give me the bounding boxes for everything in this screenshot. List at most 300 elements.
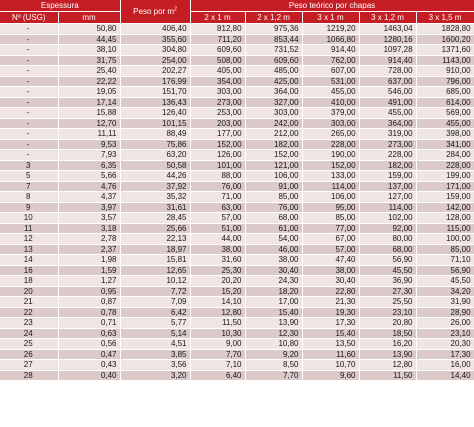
cell-usg: - [0,45,58,56]
cell-w-2x1-2: 242,00 [245,118,302,129]
cell-mm: 7,93 [58,150,120,161]
cell-usg: 13 [0,244,58,255]
cell-mm: 1,98 [58,255,120,266]
cell-peso-m2: 151,70 [120,87,190,98]
cell-usg: - [0,97,58,108]
cell-w-2x1-2: 54,00 [245,234,302,245]
cell-w-3x1: 22,80 [302,286,359,297]
cell-usg: - [0,150,58,161]
cell-peso-m2: 31,61 [120,202,190,213]
cell-w-2x1: 31,60 [190,255,245,266]
cell-w-2x1: 126,00 [190,150,245,161]
cell-peso-m2: 6,42 [120,307,190,318]
cell-peso-m2: 28,45 [120,213,190,224]
theoretical-weight-header: Peso teórico por chapas [190,0,474,12]
cell-w-3x1-2: 25,50 [359,297,416,308]
cell-usg: - [0,108,58,119]
table-row [0,139,474,150]
cell-w-3x1-2: 455,00 [359,108,416,119]
cell-usg: 25 [0,339,58,350]
cell-peso-m2: 75,86 [120,139,190,150]
cell-w-3x1: 762,00 [302,55,359,66]
cell-w-3x1-5: 17,30 [416,349,474,360]
cell-peso-m2: 3,56 [120,360,190,371]
cell-peso-m2: 37,92 [120,181,190,192]
cell-w-2x1-2: 609,60 [245,55,302,66]
cell-w-2x1: 57,00 [190,213,245,224]
cell-w-2x1: 12,80 [190,307,245,318]
cell-mm: 17,14 [58,97,120,108]
cell-peso-m2: 88,49 [120,129,190,140]
cell-w-3x1-5: 341,00 [416,139,474,150]
cell-usg: 22 [0,307,58,318]
cell-mm: 44,45 [58,34,120,45]
cell-w-2x1: 71,00 [190,192,245,203]
cell-w-3x1-2: 1097,28 [359,45,416,56]
cell-usg: 20 [0,286,58,297]
cell-w-3x1: 133,00 [302,171,359,182]
cell-w-3x1: 303,00 [302,118,359,129]
cell-w-3x1-2: 364,00 [359,118,416,129]
cell-w-3x1: 607,00 [302,66,359,77]
cell-peso-m2: 304,80 [120,45,190,56]
cell-w-3x1-2: 228,00 [359,150,416,161]
cell-mm: 1,59 [58,265,120,276]
cell-mm: 1,27 [58,276,120,287]
cell-w-3x1-2: 273,00 [359,139,416,150]
cell-w-3x1-5: 159,00 [416,192,474,203]
cell-w-2x1-2: 425,00 [245,76,302,87]
cell-peso-m2: 5,14 [120,328,190,339]
cell-usg: - [0,129,58,140]
cell-w-2x1: 88,00 [190,171,245,182]
cell-w-2x1: 6,40 [190,370,245,381]
table-row [0,108,474,119]
cell-w-2x1-2: 212,00 [245,129,302,140]
cell-mm: 5,66 [58,171,120,182]
cell-w-3x1-5: 71,10 [416,255,474,266]
cell-w-3x1: 531,00 [302,76,359,87]
size-header-2x1: 2 x 1 m [190,12,245,24]
cell-w-2x1-2: 121,00 [245,160,302,171]
cell-peso-m2: 18,97 [120,244,190,255]
cell-w-3x1-5: 28,90 [416,307,474,318]
cell-usg: 12 [0,234,58,245]
cell-w-2x1-2: 15,40 [245,307,302,318]
table-row [0,370,474,381]
cell-w-3x1-2: 637,00 [359,76,416,87]
cell-mm: 0,87 [58,297,120,308]
table-row [0,223,474,234]
cell-peso-m2: 25,66 [120,223,190,234]
table-row [0,307,474,318]
cell-w-2x1: 152,00 [190,139,245,150]
cell-w-2x1-2: 327,00 [245,97,302,108]
cell-peso-m2: 4,51 [120,339,190,350]
cell-peso-m2: 406,40 [120,24,190,35]
cell-w-3x1: 10,70 [302,360,359,371]
table-row [0,181,474,192]
cell-w-3x1-5: 115,00 [416,223,474,234]
cell-w-2x1: 38,00 [190,244,245,255]
cell-w-3x1: 67,00 [302,234,359,245]
cell-mm: 3,57 [58,213,120,224]
cell-w-2x1-2: 303,00 [245,108,302,119]
table-row [0,66,474,77]
cell-w-2x1: 51,00 [190,223,245,234]
cell-w-2x1-2: 17,00 [245,297,302,308]
cell-usg: - [0,139,58,150]
cell-mm: 0,63 [58,328,120,339]
cell-w-3x1: 17,30 [302,318,359,329]
cell-w-3x1: 19,30 [302,307,359,318]
cell-mm: 25,40 [58,66,120,77]
cell-w-3x1-2: 914,40 [359,55,416,66]
cell-mm: 0,71 [58,318,120,329]
cell-w-3x1-2: 12,80 [359,360,416,371]
cell-w-3x1: 410,00 [302,97,359,108]
cell-w-3x1-5: 34,20 [416,286,474,297]
cell-w-3x1: 11,60 [302,349,359,360]
cell-w-3x1-2: 20,80 [359,318,416,329]
thickness-header: Espessura [0,0,120,12]
cell-w-3x1: 30,40 [302,276,359,287]
cell-w-3x1-5: 284,00 [416,150,474,161]
cell-w-2x1-2: 24,30 [245,276,302,287]
table-row [0,150,474,161]
cell-peso-m2: 254,00 [120,55,190,66]
cell-peso-m2: 44,26 [120,171,190,182]
cell-w-2x1: 303,00 [190,87,245,98]
cell-w-3x1: 47,40 [302,255,359,266]
cell-usg: - [0,55,58,66]
cell-w-3x1: 77,00 [302,223,359,234]
cell-w-2x1-2: 975,36 [245,24,302,35]
weight-per-m2-header [120,0,190,24]
cell-w-2x1: 177,00 [190,129,245,140]
table-row [0,318,474,329]
cell-usg: 24 [0,328,58,339]
cell-w-3x1-5: 23,10 [416,328,474,339]
cell-usg: 21 [0,297,58,308]
cell-w-2x1-2: 61,00 [245,223,302,234]
cell-w-3x1-2: 159,00 [359,171,416,182]
cell-mm: 22,22 [58,76,120,87]
cell-peso-m2: 15,81 [120,255,190,266]
cell-peso-m2: 355,60 [120,34,190,45]
cell-w-3x1-2: 491,00 [359,97,416,108]
size-header-2x1-2: 2 x 1,2 m [245,12,302,24]
cell-usg: 28 [0,370,58,381]
cell-w-3x1-5: 614,00 [416,97,474,108]
cell-w-3x1-5: 45,50 [416,276,474,287]
cell-w-3x1-2: 56,90 [359,255,416,266]
cell-usg: 23 [0,318,58,329]
cell-w-3x1-2: 102,00 [359,213,416,224]
size-header-3x1-2: 3 x 1,2 m [359,12,416,24]
cell-w-3x1-2: 546,00 [359,87,416,98]
size-header-3x1-5: 3 x 1,5 m [416,12,474,24]
table-row [0,286,474,297]
table-row [0,97,474,108]
table-row [0,171,474,182]
cell-mm: 2,78 [58,234,120,245]
table-row [0,24,474,35]
cell-w-3x1-5: 1828,80 [416,24,474,35]
cell-w-2x1-2: 182,00 [245,139,302,150]
cell-mm: 11,11 [58,129,120,140]
cell-usg: 8 [0,192,58,203]
cell-w-2x1-2: 18,20 [245,286,302,297]
cell-mm: 6,35 [58,160,120,171]
cell-peso-m2: 3,85 [120,349,190,360]
cell-w-3x1: 455,00 [302,87,359,98]
cell-w-3x1-5: 1600,20 [416,34,474,45]
table-row [0,234,474,245]
cell-mm: 3,18 [58,223,120,234]
cell-w-2x1-2: 91,00 [245,181,302,192]
cell-w-3x1: 152,00 [302,160,359,171]
cell-usg: - [0,87,58,98]
cell-w-2x1-2: 12,30 [245,328,302,339]
cell-usg: 3 [0,160,58,171]
table-row [0,118,474,129]
cell-usg: - [0,24,58,35]
cell-w-2x1-2: 30,40 [245,265,302,276]
cell-usg: - [0,76,58,87]
cell-w-3x1: 228,00 [302,139,359,150]
usg-gauge-header: Nº (USG) [0,12,58,24]
cell-w-2x1: 273,00 [190,97,245,108]
cell-usg: 10 [0,213,58,224]
cell-peso-m2: 63,20 [120,150,190,161]
cell-w-2x1: 101,00 [190,160,245,171]
table-row [0,213,474,224]
cell-usg: 18 [0,276,58,287]
size-header-3x1: 3 x 1 m [302,12,359,24]
cell-w-2x1: 253,00 [190,108,245,119]
cell-mm: 12,70 [58,118,120,129]
table-row [0,276,474,287]
table-row [0,192,474,203]
cell-peso-m2: 126,40 [120,108,190,119]
cell-w-3x1: 114,00 [302,181,359,192]
cell-w-3x1-2: 27,30 [359,286,416,297]
cell-w-3x1-2: 36,90 [359,276,416,287]
table-row [0,34,474,45]
cell-peso-m2: 10,12 [120,276,190,287]
cell-usg: - [0,118,58,129]
cell-w-3x1-5: 128,00 [416,213,474,224]
cell-w-2x1-2: 485,00 [245,66,302,77]
cell-w-2x1-2: 13,90 [245,318,302,329]
cell-w-3x1-2: 11,50 [359,370,416,381]
cell-peso-m2: 7,72 [120,286,190,297]
cell-mm: 0,78 [58,307,120,318]
cell-w-3x1-5: 1371,60 [416,45,474,56]
cell-w-3x1-5: 100,00 [416,234,474,245]
cell-w-3x1: 9,60 [302,370,359,381]
cell-peso-m2: 7,09 [120,297,190,308]
cell-peso-m2: 50,58 [120,160,190,171]
weight-per-m2-label: Peso por m [133,6,175,16]
cell-usg: 14 [0,255,58,266]
cell-w-3x1-5: 56,90 [416,265,474,276]
table-row [0,129,474,140]
cell-w-3x1-5: 685,00 [416,87,474,98]
cell-peso-m2: 176,99 [120,76,190,87]
cell-w-2x1: 10,30 [190,328,245,339]
cell-w-3x1-2: 127,00 [359,192,416,203]
cell-w-2x1-2: 731,52 [245,45,302,56]
cell-w-3x1-2: 1280,16 [359,34,416,45]
cell-w-3x1-2: 137,00 [359,181,416,192]
cell-w-3x1-5: 398,00 [416,129,474,140]
cell-w-3x1-5: 910,00 [416,66,474,77]
cell-w-3x1-2: 92,00 [359,223,416,234]
cell-peso-m2: 136,43 [120,97,190,108]
cell-mm: 3,97 [58,202,120,213]
cell-w-3x1-2: 13,90 [359,349,416,360]
cell-usg: 7 [0,181,58,192]
cell-w-3x1-5: 199,00 [416,171,474,182]
cell-w-2x1: 14,10 [190,297,245,308]
cell-w-3x1-2: 319,00 [359,129,416,140]
table-row [0,339,474,350]
table-row [0,87,474,98]
cell-w-3x1-5: 228,00 [416,160,474,171]
cell-w-2x1-2: 76,00 [245,202,302,213]
cell-w-2x1: 508,00 [190,55,245,66]
cell-w-3x1: 85,00 [302,213,359,224]
cell-mm: 31,75 [58,55,120,66]
cell-w-3x1-2: 1463,04 [359,24,416,35]
cell-w-3x1-5: 142,00 [416,202,474,213]
table-row [0,160,474,171]
cell-w-2x1-2: 68,00 [245,213,302,224]
cell-w-2x1-2: 152,00 [245,150,302,161]
table-row [0,55,474,66]
weight-per-m2-superscript: 2 [174,5,177,12]
cell-mm: 38,10 [58,45,120,56]
cell-w-3x1: 15,40 [302,328,359,339]
cell-peso-m2: 22,13 [120,234,190,245]
cell-w-2x1-2: 85,00 [245,192,302,203]
cell-w-2x1: 203,00 [190,118,245,129]
cell-peso-m2: 101,15 [120,118,190,129]
table-row [0,76,474,87]
cell-usg: - [0,34,58,45]
cell-usg: 5 [0,171,58,182]
table-row [0,45,474,56]
table-row [0,265,474,276]
cell-usg: - [0,66,58,77]
cell-w-2x1: 44,00 [190,234,245,245]
cell-w-2x1-2: 10,80 [245,339,302,350]
cell-w-3x1: 13,50 [302,339,359,350]
cell-w-2x1: 405,00 [190,66,245,77]
cell-w-2x1: 609,60 [190,45,245,56]
cell-w-3x1: 190,00 [302,150,359,161]
cell-w-2x1: 9,00 [190,339,245,350]
cell-w-2x1: 63,00 [190,202,245,213]
cell-w-2x1-2: 853,44 [245,34,302,45]
cell-w-3x1-2: 23,10 [359,307,416,318]
cell-usg: 16 [0,265,58,276]
cell-w-3x1-5: 85,00 [416,244,474,255]
cell-mm: 4,76 [58,181,120,192]
cell-mm: 9,53 [58,139,120,150]
cell-w-2x1-2: 364,00 [245,87,302,98]
cell-w-3x1: 57,00 [302,244,359,255]
cell-w-2x1: 20,20 [190,276,245,287]
cell-w-3x1-5: 1143,00 [416,55,474,66]
cell-w-3x1-2: 728,00 [359,66,416,77]
cell-w-3x1: 21,30 [302,297,359,308]
cell-w-3x1-5: 569,00 [416,108,474,119]
cell-w-3x1: 1219,20 [302,24,359,35]
cell-w-3x1: 1066,80 [302,34,359,45]
table-row [0,349,474,360]
cell-usg: 9 [0,202,58,213]
table-row [0,255,474,266]
cell-w-3x1-2: 182,00 [359,160,416,171]
cell-w-2x1: 7,70 [190,349,245,360]
cell-mm: 4,37 [58,192,120,203]
cell-w-3x1-5: 796,00 [416,76,474,87]
cell-w-2x1-2: 7,70 [245,370,302,381]
cell-w-2x1: 76,00 [190,181,245,192]
cell-w-3x1: 379,00 [302,108,359,119]
cell-peso-m2: 5,77 [120,318,190,329]
cell-mm: 19,05 [58,87,120,98]
cell-w-3x1-2: 114,00 [359,202,416,213]
cell-w-3x1-2: 16,20 [359,339,416,350]
cell-w-2x1: 11,50 [190,318,245,329]
cell-mm: 0,95 [58,286,120,297]
cell-w-2x1: 15,20 [190,286,245,297]
cell-mm: 0,40 [58,370,120,381]
cell-w-3x1-5: 16,00 [416,360,474,371]
cell-w-3x1-2: 45,50 [359,265,416,276]
cell-w-3x1: 38,00 [302,265,359,276]
cell-w-2x1: 812,80 [190,24,245,35]
cell-w-2x1-2: 8,50 [245,360,302,371]
table-body [0,24,474,381]
cell-w-3x1-5: 26,00 [416,318,474,329]
cell-mm: 0,47 [58,349,120,360]
cell-w-2x1: 354,00 [190,76,245,87]
cell-w-3x1: 95,00 [302,202,359,213]
cell-w-3x1: 106,00 [302,192,359,203]
cell-w-2x1-2: 106,00 [245,171,302,182]
table-row [0,202,474,213]
table-row [0,244,474,255]
cell-w-3x1-5: 171,00 [416,181,474,192]
cell-w-2x1-2: 9,20 [245,349,302,360]
cell-mm: 2,37 [58,244,120,255]
cell-w-2x1-2: 38,00 [245,255,302,266]
cell-mm: 0,43 [58,360,120,371]
cell-w-2x1: 25,30 [190,265,245,276]
mm-header: mm [58,12,120,24]
cell-mm: 0,56 [58,339,120,350]
cell-peso-m2: 12,65 [120,265,190,276]
cell-w-3x1-5: 14,40 [416,370,474,381]
cell-w-3x1-2: 18,50 [359,328,416,339]
cell-peso-m2: 35,32 [120,192,190,203]
cell-w-3x1-2: 68,00 [359,244,416,255]
